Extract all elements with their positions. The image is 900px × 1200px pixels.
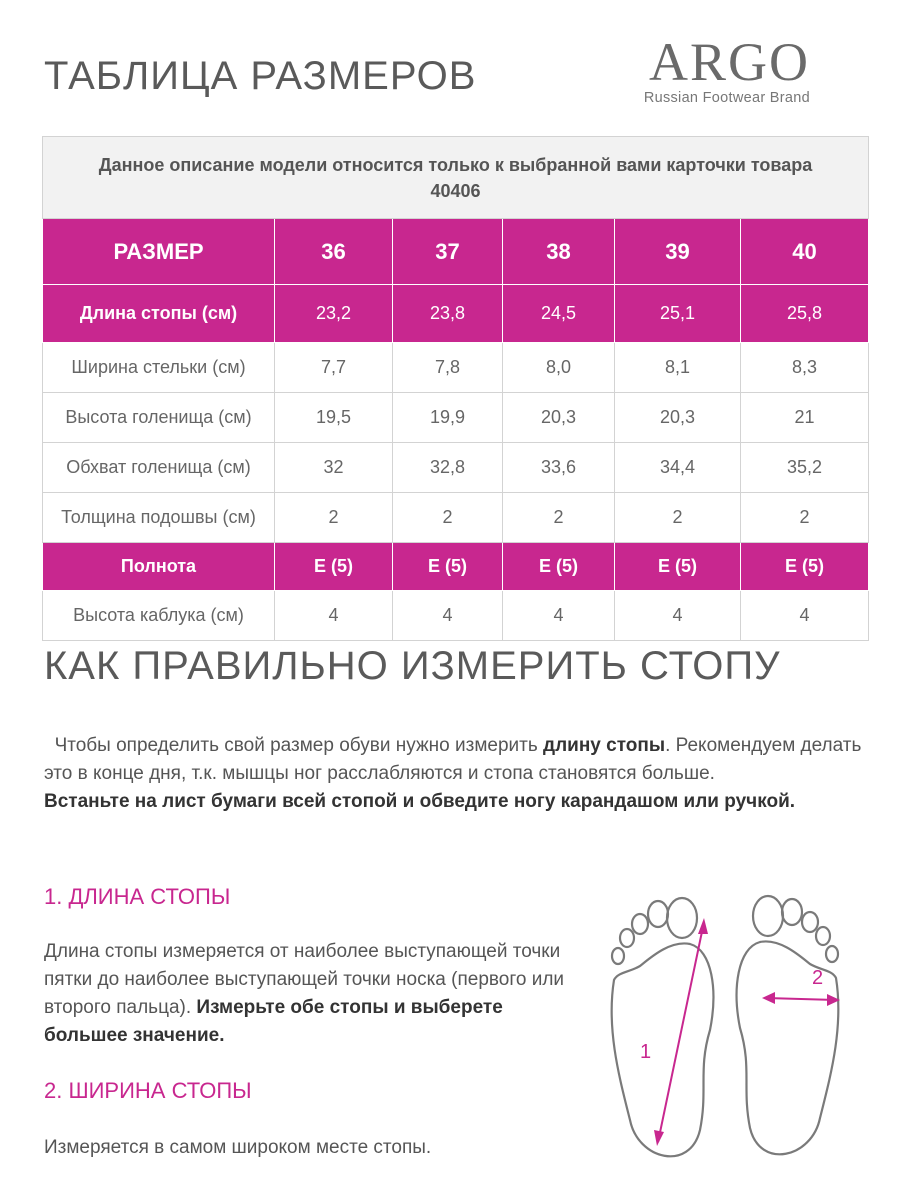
row-label: Высота голенища (см)	[43, 393, 275, 443]
model-description: Данное описание модели относится только к выбранной вами карточки товара 40406	[43, 137, 869, 219]
table-cell: 32	[275, 443, 393, 493]
size-header-cell: 39	[615, 219, 741, 285]
table-row	[43, 343, 869, 393]
table-cell: 21	[741, 393, 869, 443]
size-header-cell: 37	[393, 219, 503, 285]
section-text: Длина стопы измеряется от наиболее выступающей точки пятки до наиболее выступающей точки носка (первого или второго пальца).	[44, 941, 565, 1018]
guide-title: КАК ПРАВИЛЬНО ИЗМЕРИТЬ СТОПУ	[44, 644, 781, 688]
intro-text: Чтобы определить свой размер обуви нужно измерить	[54, 735, 544, 756]
section-text-length	[44, 938, 584, 1050]
row-label: Длина стопы (см)	[43, 285, 275, 343]
section-text-width: Измеряется в самом широком месте стопы.	[44, 1137, 432, 1158]
right-foot-icon	[737, 896, 839, 1154]
table-cell: 2	[275, 493, 393, 543]
table-row	[43, 543, 869, 591]
table-row	[43, 393, 869, 443]
table-cell: E (5)	[275, 543, 393, 591]
table-cell: 35,2	[741, 443, 869, 493]
table-description-row	[43, 137, 869, 219]
foot-measurement-diagram	[600, 880, 870, 1180]
table-row	[43, 443, 869, 493]
table-cell: 7,7	[275, 343, 393, 393]
table-header-row	[43, 219, 869, 285]
table-cell: 7,8	[393, 343, 503, 393]
table-cell: E (5)	[615, 543, 741, 591]
table-cell: 23,8	[393, 285, 503, 343]
table-cell: 19,5	[275, 393, 393, 443]
table-cell: 2	[393, 493, 503, 543]
width-arrow-icon	[762, 992, 840, 1006]
row-label: Ширина стельки (см)	[43, 343, 275, 393]
size-header-cell: 36	[275, 219, 393, 285]
width-label: 2	[812, 967, 824, 989]
size-table	[42, 136, 869, 641]
table-cell: 2	[615, 493, 741, 543]
table-cell: 4	[275, 591, 393, 641]
row-label: Полнота	[43, 543, 275, 591]
table-cell: 19,9	[393, 393, 503, 443]
table-cell: 23,2	[275, 285, 393, 343]
row-label: Высота каблука (см)	[43, 591, 275, 641]
table-cell: 20,3	[615, 393, 741, 443]
intro-bold-text: длину стопы	[543, 735, 666, 756]
section-heading-length: 1. ДЛИНА СТОПЫ	[44, 884, 231, 909]
table-cell: E (5)	[503, 543, 615, 591]
table-cell: 8,3	[741, 343, 869, 393]
length-label: 1	[640, 1041, 652, 1063]
table-row	[43, 285, 869, 343]
table-cell: 8,1	[615, 343, 741, 393]
size-header-cell: 38	[503, 219, 615, 285]
page-title: ТАБЛИЦА РАЗМЕРОВ	[44, 54, 477, 98]
table-cell: 25,1	[615, 285, 741, 343]
table-cell: 4	[615, 591, 741, 641]
table-cell: 34,4	[615, 443, 741, 493]
intro-text: . Рекомендуем делать это в конце дня, т.к. мышцы ног расслабляются и стопа становятся больше.	[44, 735, 862, 784]
table-row	[43, 591, 869, 641]
table-cell: 2	[503, 493, 615, 543]
size-header-label: РАЗМЕР	[43, 219, 275, 285]
logo-wordmark: ARGO	[648, 32, 810, 92]
intro-paragraph	[44, 732, 874, 816]
row-label: Обхват голенища (см)	[43, 443, 275, 493]
size-header-cell: 40	[741, 219, 869, 285]
table-cell: 2	[741, 493, 869, 543]
table-cell: 33,6	[503, 443, 615, 493]
table-cell: 4	[503, 591, 615, 641]
table-cell: 4	[393, 591, 503, 641]
brand-logo	[610, 30, 810, 106]
table-cell: 4	[741, 591, 869, 641]
logo-tagline: Russian Footwear Brand	[643, 90, 810, 106]
section-heading-width: 2. ШИРИНА СТОПЫ	[44, 1078, 252, 1103]
table-cell: E (5)	[393, 543, 503, 591]
section-bold-text: Измерьте обе стопы и выберете большее значение.	[44, 997, 503, 1046]
table-cell: 25,8	[741, 285, 869, 343]
length-arrow-icon	[654, 918, 708, 1146]
table-row	[43, 493, 869, 543]
table-cell: 32,8	[393, 443, 503, 493]
row-label: Толщина подошвы (см)	[43, 493, 275, 543]
table-cell: E (5)	[741, 543, 869, 591]
table-cell: 20,3	[503, 393, 615, 443]
intro-instruction: Встаньте на лист бумаги всей стопой и обведите ногу карандашом или ручкой.	[44, 791, 796, 812]
table-cell: 24,5	[503, 285, 615, 343]
table-cell: 8,0	[503, 343, 615, 393]
